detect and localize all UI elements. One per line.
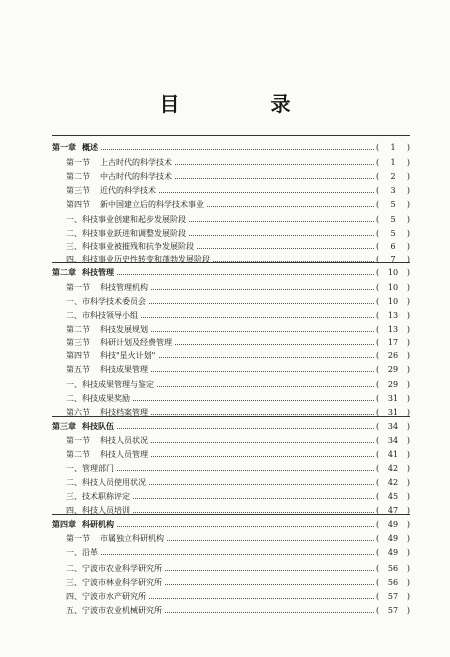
toc-entry-sub — [0, 309, 450, 323]
toc-entry-text: 科技队伍 — [82, 422, 114, 431]
toc-entry-page-number: ( 1 ) — [376, 141, 410, 155]
toc-entry-text: 科技档案管理 — [100, 408, 148, 417]
toc-entry-label — [66, 309, 138, 323]
toc-entry-text: 市属独立科研机构 — [100, 534, 164, 543]
toc-entry-number: 第二章 — [52, 268, 76, 277]
toc-entry-text: 一、科技事业创建和起步发展阶段 — [66, 215, 186, 224]
toc-entry-text: 科技成果管理 — [100, 365, 148, 374]
toc-entry-sub — [0, 546, 450, 560]
toc-entry-label — [66, 576, 162, 590]
toc-entry-page-number: ( 29 ) — [376, 378, 410, 392]
toc-entry-text: 四、宁波市水产研究所 — [66, 592, 146, 601]
dotted-leader — [159, 192, 374, 193]
toc-entry-text: 一、管理部门 — [66, 464, 114, 473]
toc-entry-sub — [0, 253, 450, 267]
toc-entry-label — [66, 476, 146, 490]
toc-entry-label — [66, 590, 146, 604]
toc-entry-page-number: ( 13 ) — [376, 323, 410, 337]
toc-entry-label — [66, 462, 114, 476]
dotted-leader — [151, 289, 374, 290]
toc-entry-page-number: ( 34 ) — [376, 420, 410, 434]
toc-entry-page-number: ( 2 ) — [376, 170, 410, 184]
toc-entry-number: 第一节 — [66, 158, 90, 167]
toc-entry-text: 科研机构 — [82, 520, 114, 529]
toc-entry-label — [66, 490, 130, 504]
dotted-leader — [175, 344, 374, 345]
toc-entry-section — [0, 281, 450, 295]
toc-entry-page-number: ( 49 ) — [376, 518, 410, 532]
toc-entry-sub — [0, 590, 450, 604]
toc-entry-section — [0, 532, 450, 546]
toc-entry-sub — [0, 576, 450, 590]
toc-entry-label — [66, 323, 148, 337]
toc-entry-page-number: ( 17 ) — [376, 336, 410, 350]
toc-entry-text: 二、市科技领导小组 — [66, 311, 138, 320]
toc-entry-text: 一、市科学技术委员会 — [66, 297, 146, 306]
dotted-leader — [207, 206, 374, 207]
toc-entry-sub — [0, 562, 450, 576]
toc-entry-section — [0, 170, 450, 184]
dotted-leader — [213, 261, 374, 262]
toc-entry-label — [66, 281, 148, 295]
toc-entry-page-number: ( 1 ) — [376, 156, 410, 170]
toc-entry-sub — [0, 490, 450, 504]
toc-entry-label — [66, 240, 194, 254]
toc-entry-label — [66, 349, 155, 363]
toc-entry-text: 二、宁波市农业科学研究所 — [66, 564, 162, 573]
toc-entry-label — [66, 448, 148, 462]
toc-entry-page-number: ( 3 ) — [376, 184, 410, 198]
dotted-leader — [151, 331, 374, 332]
toc-entry-page-number: ( 57 ) — [376, 604, 410, 618]
toc-entry-section — [0, 323, 450, 337]
toc-entry-label — [52, 141, 98, 155]
toc-entry-text: 二、科技事业跃进和调整发展阶段 — [66, 229, 186, 238]
toc-entry-page-number: ( 31 ) — [376, 392, 410, 406]
toc-entry-page-number: ( 13 ) — [376, 309, 410, 323]
dotted-leader — [101, 149, 374, 150]
dotted-leader — [151, 442, 374, 443]
dotted-leader — [117, 470, 374, 471]
toc-entry-label — [66, 295, 146, 309]
toc-entry-page-number: ( 49 ) — [376, 546, 410, 560]
dotted-leader — [189, 221, 374, 222]
toc-entry-text: 上古时代的科学技术 — [100, 158, 172, 167]
toc-entry-number: 第五节 — [66, 365, 90, 374]
dotted-leader — [175, 178, 374, 179]
toc-entry-number: 第二节 — [66, 172, 90, 181]
toc-entry-text: 科研计划及经费管理 — [100, 338, 172, 347]
toc-entry-section — [0, 406, 450, 420]
toc-entry-label — [66, 562, 162, 576]
toc-entry-page-number: ( 6 ) — [376, 240, 410, 254]
toc-entry-number: 第一章 — [52, 143, 76, 152]
toc-entry-number: 第一节 — [66, 283, 90, 292]
page-title: 目 录 — [159, 92, 333, 116]
toc-entry-page-number: ( 49 ) — [376, 532, 410, 546]
toc-entry-number: 第四节 — [66, 200, 90, 209]
toc-entry-text: 一、科技成果管理与鉴定 — [66, 380, 154, 389]
toc-entry-sub — [0, 213, 450, 227]
toc-entry-section — [0, 336, 450, 350]
toc-entry-label — [66, 406, 148, 420]
toc-entry-sub — [0, 295, 450, 309]
toc-entry-number: 第四章 — [52, 520, 76, 529]
dotted-leader — [151, 456, 374, 457]
toc-entry-page-number: ( 56 ) — [376, 562, 410, 576]
toc-entry-sub — [0, 476, 450, 490]
dotted-leader — [151, 371, 374, 372]
toc-entry-number: 第一节 — [66, 534, 90, 543]
toc-entry-label — [66, 336, 172, 350]
toc-entry-number: 第三节 — [66, 338, 90, 347]
toc-entry-page-number: ( 7 ) — [376, 253, 410, 267]
dotted-leader — [189, 235, 374, 236]
toc-entry-label — [66, 184, 156, 198]
dotted-leader — [149, 303, 374, 304]
dotted-leader — [197, 248, 374, 249]
toc-entry-sub — [0, 392, 450, 406]
toc-entry-page-number: ( 56 ) — [376, 576, 410, 590]
toc-entry-page-number: ( 41 ) — [376, 448, 410, 462]
toc-entry-text: 四、科技人员培训 — [66, 506, 130, 515]
toc-entry-section — [0, 349, 450, 363]
toc-entry-label — [52, 518, 114, 532]
toc-entry-number: 第六节 — [66, 408, 90, 417]
toc-entry-number: 第三节 — [66, 186, 90, 195]
dotted-leader — [133, 498, 374, 499]
toc-entry-label — [66, 434, 148, 448]
toc-entry-label — [52, 266, 114, 280]
dotted-leader — [101, 554, 374, 555]
toc-entry-text: 一、沿革 — [66, 548, 98, 557]
toc-entry-text: 科技管理机构 — [100, 283, 148, 292]
toc-entry-chapter — [0, 518, 450, 532]
toc-entry-number: 第一节 — [66, 436, 90, 445]
toc-entry-label — [66, 378, 154, 392]
toc-entry-page-number: ( 10 ) — [376, 295, 410, 309]
toc-entry-text: 科技发展规划 — [100, 325, 148, 334]
toc-entry-page-number: ( 26 ) — [376, 349, 410, 363]
dotted-leader — [149, 598, 374, 599]
dotted-leader — [141, 317, 374, 318]
toc-entry-text: 三、科技事业被摧残和抗争发展阶段 — [66, 242, 194, 251]
toc-entry-text: 二、科技人员使用状况 — [66, 478, 146, 487]
toc-entry-text: 中古时代的科学技术 — [100, 172, 172, 181]
dotted-leader — [157, 386, 374, 387]
toc-entry-sub — [0, 227, 450, 241]
toc-entry-text: 三、宁波市林业科学研究所 — [66, 578, 162, 587]
chapter-rule — [52, 135, 410, 136]
dotted-leader — [117, 428, 374, 429]
toc-entry-label — [66, 156, 172, 170]
toc-entry-chapter — [0, 266, 450, 280]
toc-entry-number: 第三章 — [52, 422, 76, 431]
toc-entry-label — [66, 532, 164, 546]
dotted-leader — [165, 612, 374, 613]
dotted-leader — [117, 274, 374, 275]
toc-entry-text: 四、科技事业历史性转变和蓬勃发展阶段 — [66, 255, 210, 264]
toc-entry-number: 第二节 — [66, 450, 90, 459]
toc-entry-text: 科技管理 — [82, 268, 114, 277]
toc-entry-page-number: ( 45 ) — [376, 490, 410, 504]
toc-entry-text: 新中国建立后的科学技术事业 — [100, 200, 204, 209]
toc-entry-sub — [0, 504, 450, 518]
dotted-leader — [165, 584, 374, 585]
toc-entry-sub — [0, 378, 450, 392]
toc-entry-label — [66, 198, 204, 212]
toc-entry-text: 科技人员状况 — [100, 436, 148, 445]
toc-entry-text: 科技人员管理 — [100, 450, 148, 459]
toc-entry-chapter — [0, 420, 450, 434]
toc-entry-chapter — [0, 141, 450, 155]
toc-entry-page-number: ( 42 ) — [376, 476, 410, 490]
toc-entry-label — [66, 227, 186, 241]
toc-entry-page-number: ( 10 ) — [376, 281, 410, 295]
toc-entry-text: 三、技术职称评定 — [66, 492, 130, 501]
toc-entry-page-number: ( 5 ) — [376, 213, 410, 227]
toc-entry-label — [66, 213, 186, 227]
toc-entry-label — [66, 392, 130, 406]
toc-entry-page-number: ( 5 ) — [376, 227, 410, 241]
toc-entry-sub — [0, 604, 450, 618]
toc-entry-page-number: ( 47 ) — [376, 504, 410, 518]
dotted-leader — [149, 484, 374, 485]
toc-entry-page-number: ( 31 ) — [376, 406, 410, 420]
dotted-leader — [133, 400, 374, 401]
toc-entry-page-number: ( 34 ) — [376, 434, 410, 448]
toc-entry-page-number: ( 10 ) — [376, 266, 410, 280]
toc-entry-section — [0, 434, 450, 448]
dotted-leader — [117, 526, 374, 527]
toc-entry-sub — [0, 462, 450, 476]
toc-entry-label — [66, 363, 148, 377]
toc-entry-section — [0, 184, 450, 198]
toc-entry-number: 第二节 — [66, 325, 90, 334]
toc-entry-label — [66, 504, 130, 518]
dotted-leader — [165, 570, 374, 571]
toc-entry-sub — [0, 240, 450, 254]
toc-entry-page-number: ( 29 ) — [376, 363, 410, 377]
toc-entry-label — [66, 604, 162, 618]
dotted-leader — [167, 540, 374, 541]
dotted-leader — [175, 164, 374, 165]
dotted-leader — [159, 357, 374, 358]
toc-entry-text: 五、宁波市农业机械研究所 — [66, 606, 162, 615]
toc-entry-text: 概述 — [82, 143, 98, 152]
toc-entry-section — [0, 448, 450, 462]
toc-entry-text: 二、科技成果奖励 — [66, 394, 130, 403]
toc-entry-label — [66, 170, 172, 184]
toc-entry-label — [66, 253, 210, 267]
toc-entry-text: 近代的科学技术 — [100, 186, 156, 195]
toc-entry-label — [52, 420, 114, 434]
toc-entry-page-number: ( 42 ) — [376, 462, 410, 476]
toc-entry-section — [0, 156, 450, 170]
toc-entry-section — [0, 363, 450, 377]
toc-entry-text: 科技"星火计划" — [100, 351, 156, 360]
dotted-leader — [151, 414, 374, 415]
toc-entry-section — [0, 198, 450, 212]
toc-entry-page-number: ( 5 ) — [376, 198, 410, 212]
toc-entry-page-number: ( 57 ) — [376, 590, 410, 604]
dotted-leader — [133, 512, 374, 513]
toc-entry-label — [66, 546, 98, 560]
toc-entry-number: 第四节 — [66, 351, 90, 360]
